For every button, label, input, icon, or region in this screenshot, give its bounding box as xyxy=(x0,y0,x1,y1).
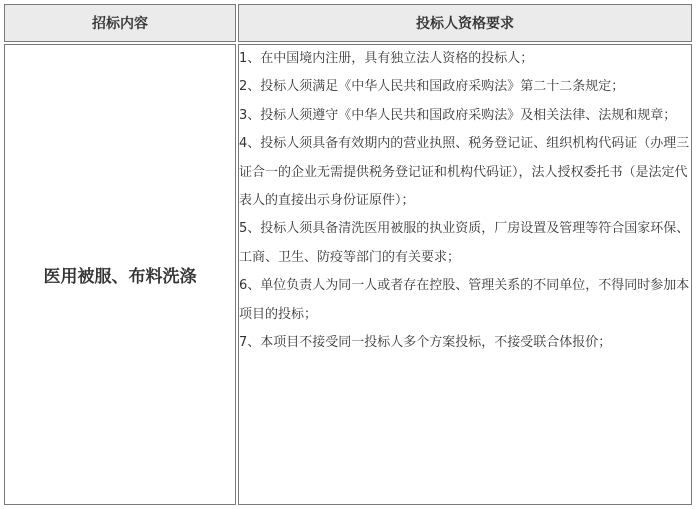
bid-content-cell: 医用被服、布料洗涤 xyxy=(4,44,236,505)
requirements-cell xyxy=(238,44,692,505)
requirement-item-5: 5、投标人须具备清洗医用被服的执业资质，厂房设置及管理等符合国家环保、工商、卫生、防疫等部门的有关要求； xyxy=(239,221,690,265)
qualification-table xyxy=(2,2,694,507)
header-bid-content: 招标内容 xyxy=(4,4,236,42)
requirement-item-2: 2、投标人须满足《中华人民共和国政府采购法》第二十二条规定； xyxy=(239,79,625,95)
header-bidder-qualification: 投标人资格要求 xyxy=(238,4,692,42)
requirement-item-6: 6、单位负责人为同一人或者存在控股、管理关系的不同单位，不得同时参加本项目的投标； xyxy=(239,278,690,322)
requirement-item-7: 7、本项目不接受同一投标人多个方案投标，不接受联合体报价； xyxy=(239,335,612,351)
requirement-item-3: 3、投标人须遵守《中华人民共和国政府采购法》及相关法律、法规和规章； xyxy=(239,107,677,123)
requirement-item-1: 1、在中国境内注册，具有独立法人资格的投标人； xyxy=(239,51,534,66)
requirement-item-4: 4、投标人须具备有效期内的营业执照、税务登记证、组织机构代码证（办理三证合一的企业无需提供税务登记证和机构代码证），法人授权委托书（是法定代表人的直接出示身份证原件）； xyxy=(239,136,690,209)
table-row xyxy=(4,44,692,505)
header-row xyxy=(4,4,692,42)
